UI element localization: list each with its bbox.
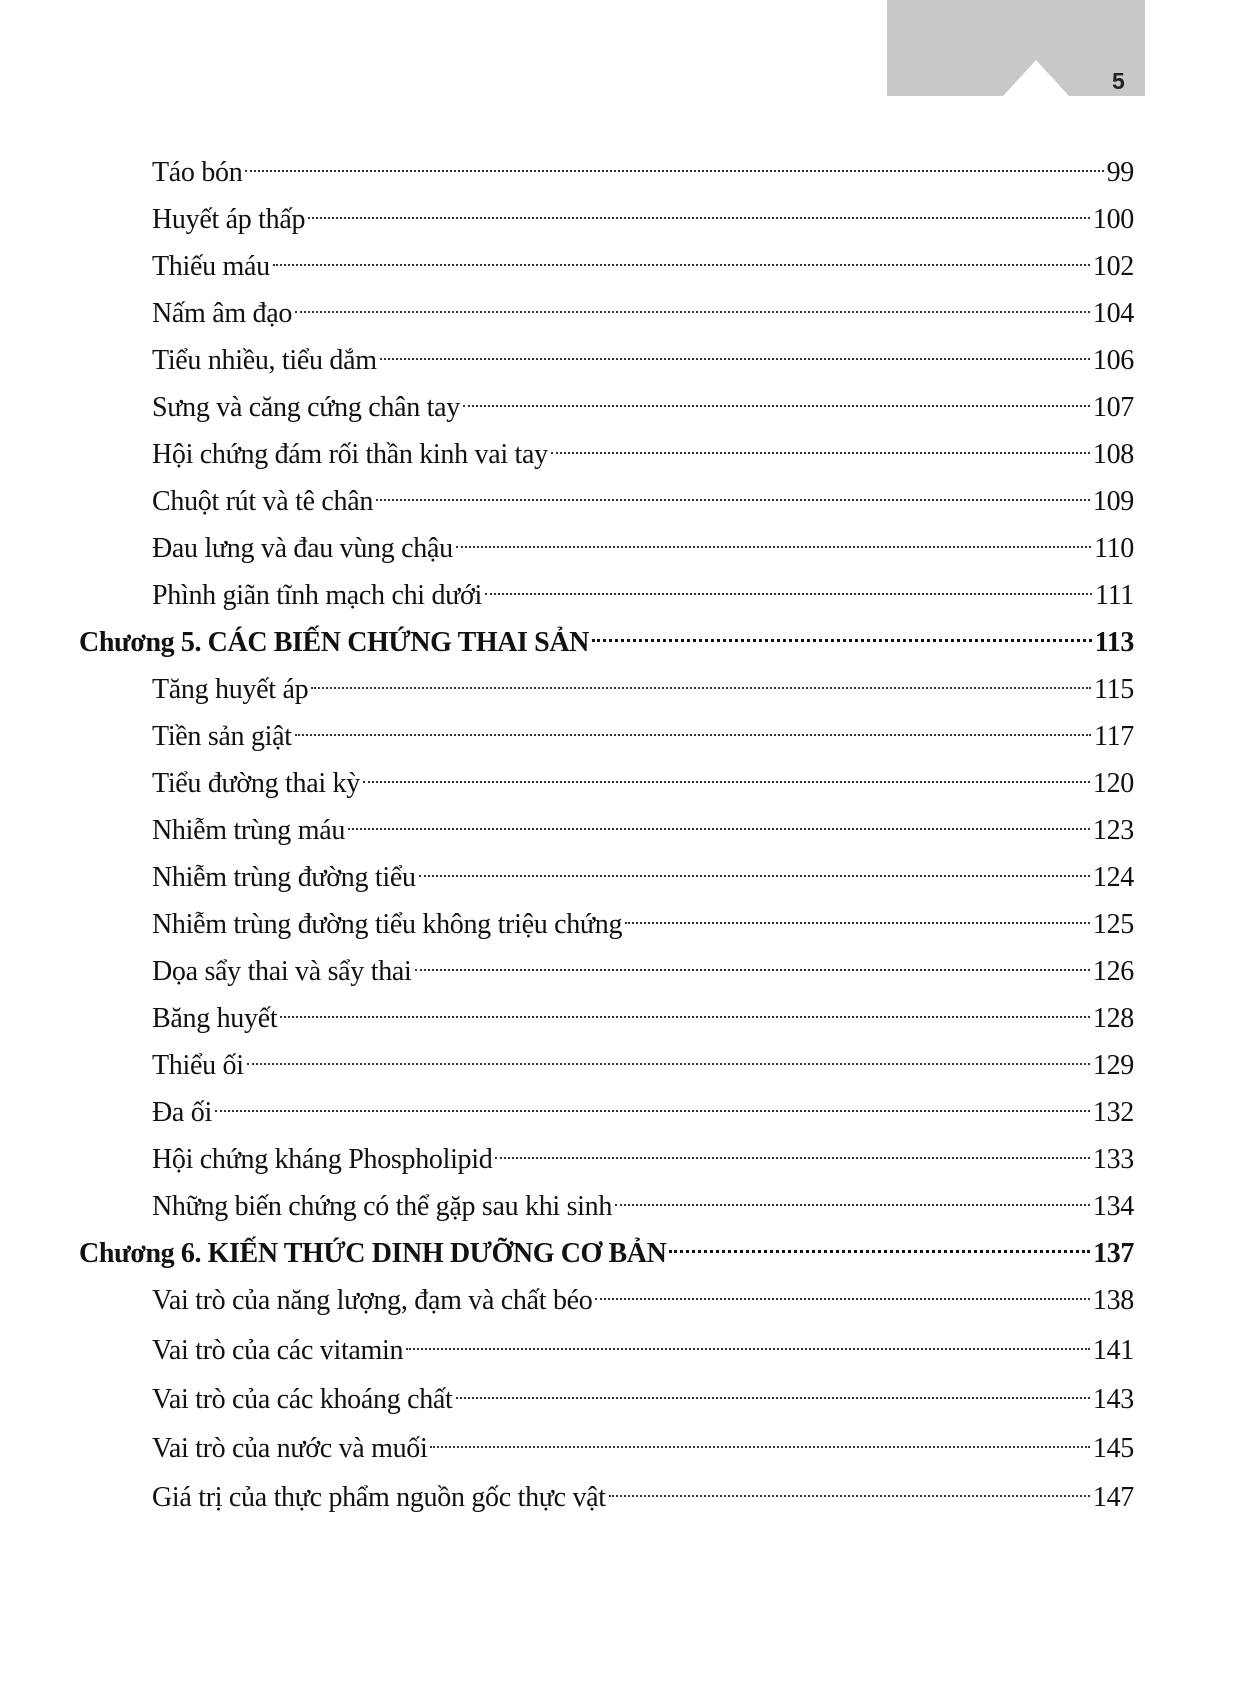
toc-entry-row [152,752,1134,799]
dot-leader [415,940,1090,980]
dot-leader [625,893,1090,933]
toc-page-number: 110 [1093,533,1134,564]
toc-entry-row [152,1368,1134,1415]
toc-entry-row [152,564,1134,611]
toc-entry-title: Thiểu ối [152,1050,244,1081]
toc-entry-row [152,1034,1134,1081]
dot-leader [245,141,1103,181]
dot-leader [609,1466,1090,1506]
toc-entry-title: Nhiễm trùng đường tiểu [152,862,416,893]
toc-page-number: 99 [1106,157,1134,188]
toc-page-number: 107 [1092,392,1134,423]
toc-chapter-row [79,611,1134,658]
dot-leader [485,564,1092,604]
toc-entry-title: Đau lưng và đau vùng chậu [152,533,453,564]
dot-leader [669,1222,1090,1262]
toc-entry-row [152,893,1134,940]
dot-leader [456,1368,1090,1408]
toc-page-number: 143 [1092,1384,1134,1415]
toc-page-number: 132 [1092,1097,1134,1128]
toc-entry-title: Băng huyết [152,1003,278,1034]
toc-entry-title: Sưng và căng cứng chân tay [152,392,460,423]
toc-page-number: 126 [1092,956,1134,987]
toc-chapter-row [79,1222,1134,1269]
toc-entry-row [152,658,1134,705]
toc-entry-title: Nhiễm trùng đường tiểu không triệu chứng [152,909,623,940]
dot-leader [280,987,1090,1027]
toc-page-number: 134 [1092,1191,1134,1222]
dot-leader [463,376,1090,416]
toc-entry-row [152,940,1134,987]
toc-entry-title: Đa ối [152,1097,212,1128]
dot-leader [430,1417,1089,1457]
toc-page-number: 141 [1092,1335,1134,1366]
toc-entry-row [152,846,1134,893]
toc-entry-row [152,705,1134,752]
dot-leader [615,1175,1090,1215]
toc-chapter-title: Chương 6. KIẾN THỨC DINH DƯỠNG CƠ BẢN [79,1238,667,1269]
dot-leader [273,235,1090,275]
toc-entry-row [152,1128,1134,1175]
page-number: 5 [1112,68,1125,94]
dot-leader [311,658,1091,698]
toc-entry-title: Tiểu nhiều, tiểu dắm [152,345,377,376]
toc-entry-title: Dọa sẩy thai và sẩy thai [152,956,412,987]
toc-entry-title: Táo bón [152,157,243,188]
toc-entry-row [152,1466,1134,1513]
toc-page-number: 120 [1092,768,1134,799]
dot-leader [363,752,1090,792]
toc-page-number: 106 [1092,345,1134,376]
page-corner-notch [1003,60,1069,96]
dot-leader [348,799,1090,839]
toc-page-number: 111 [1094,580,1134,611]
toc-entry-title: Vai trò của năng lượng, đạm và chất béo [152,1285,593,1316]
toc-page-number: 124 [1092,862,1134,893]
dot-leader [456,517,1091,557]
toc-entry-row [152,282,1134,329]
toc-entry-title: Tiền sản giật [152,721,292,752]
toc-entry-title: Vai trò của nước và muối [152,1433,428,1464]
dot-leader [247,1034,1090,1074]
toc-page-number: 123 [1092,815,1134,846]
toc-page-number: 138 [1092,1285,1134,1316]
dot-leader [592,611,1092,651]
toc-page-number: 100 [1092,204,1134,235]
toc-entry-title: Tiểu đường thai kỳ [152,768,360,799]
dot-leader [295,282,1090,322]
toc-entry-title: Huyết áp thấp [152,204,306,235]
toc-entry-row [152,1319,1134,1366]
toc-entry-row [152,987,1134,1034]
toc-entry-row [152,141,1134,188]
toc-page-number: 129 [1092,1050,1134,1081]
toc-entry-title: Chuột rút và tê chân [152,486,374,517]
toc-page-number: 109 [1092,486,1134,517]
toc-entry-title: Phình giãn tĩnh mạch chi dưới [152,580,483,611]
toc-page-number: 115 [1093,674,1134,705]
dot-leader [419,846,1090,886]
toc-page-number: 128 [1092,1003,1134,1034]
dot-leader [308,188,1090,228]
toc-entry-title: Những biến chứng có thể gặp sau khi sinh [152,1191,613,1222]
toc-page-number: 147 [1092,1482,1134,1513]
toc-entry-title: Nấm âm đạo [152,298,293,329]
toc-entry-row [152,799,1134,846]
toc-page-number: 104 [1092,298,1134,329]
toc-page-number: 102 [1092,251,1134,282]
toc-page-number: 117 [1093,721,1134,752]
toc-entry-title: Vai trò của các khoáng chất [152,1384,453,1415]
toc-entry-row [152,1175,1134,1222]
dot-leader [295,705,1091,745]
toc-entry-row [152,329,1134,376]
toc-page-number: 125 [1092,909,1134,940]
dot-leader [495,1128,1089,1168]
toc-entry-title: Nhiễm trùng máu [152,815,346,846]
toc-entry-title: Hội chứng kháng Phospholipid [152,1144,493,1175]
dot-leader [595,1269,1089,1309]
toc-entry-title: Thiếu máu [152,251,270,282]
dot-leader [551,423,1090,463]
toc-entry-row [152,1081,1134,1128]
toc-entry-row [152,1269,1134,1316]
toc-entry-title: Vai trò của các vitamin [152,1335,404,1366]
toc-entry-row [152,235,1134,282]
toc-page-number: 108 [1092,439,1134,470]
toc-entry-row [152,188,1134,235]
toc-entry-title: Tăng huyết áp [152,674,309,705]
toc-entry-row [152,470,1134,517]
toc-page-number: 113 [1094,627,1134,658]
dot-leader [380,329,1090,369]
toc-entry-row [152,517,1134,564]
toc-entry-row [152,423,1134,470]
toc-page-number: 137 [1093,1238,1134,1269]
dot-leader [406,1319,1090,1359]
toc-entry-title: Hội chứng đám rối thần kinh vai tay [152,439,548,470]
dot-leader [215,1081,1090,1121]
toc-page-number: 145 [1092,1433,1134,1464]
toc-entry-title: Giá trị của thực phẩm nguồn gốc thực vật [152,1482,606,1513]
toc-entry-row [152,376,1134,423]
toc-entry-row [152,1417,1134,1464]
toc-chapter-title: Chương 5. CÁC BIẾN CHỨNG THAI SẢN [79,627,589,658]
toc-page-number: 133 [1092,1144,1134,1175]
dot-leader [376,470,1090,510]
